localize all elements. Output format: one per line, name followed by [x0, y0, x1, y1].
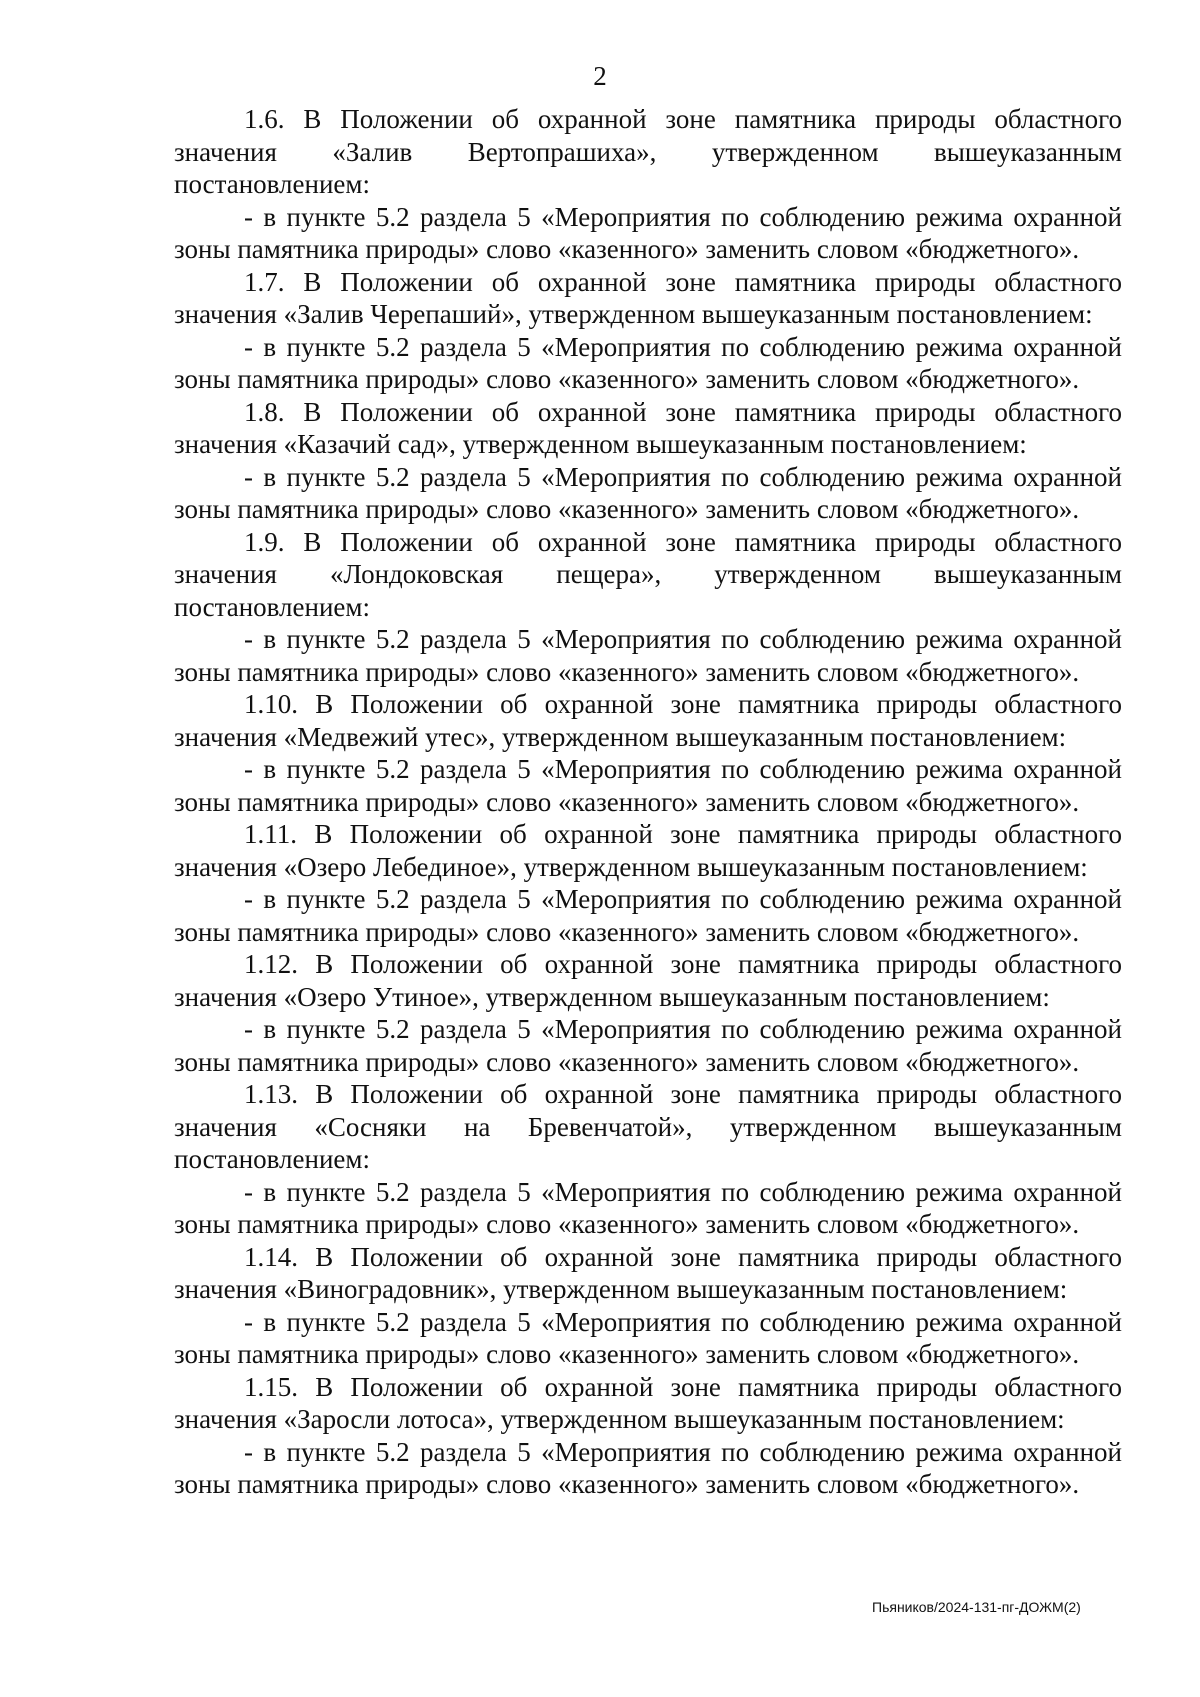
item-heading-1-11: 1.11. В Положении об охранной зоне памятника природы областного значения «Озеро Лебединое», утвержденном вышеуказанным постановлением:: [174, 819, 1122, 882]
item-amendment-1-12: - в пункте 5.2 раздела 5 «Мероприятия по соблюдению режима охранной зоны памятника природы» слово «казенного» заменить словом «бюджетного».: [174, 1014, 1122, 1077]
item-amendment-1-13: - в пункте 5.2 раздела 5 «Мероприятия по соблюдению режима охранной зоны памятника природы» слово «казенного» заменить словом «бюджетного».: [174, 1176, 1122, 1239]
item-heading-1-12: 1.12. В Положении об охранной зоне памятника природы областного значения «Озеро Утиное», утвержденном вышеуказанным постановлением:: [174, 949, 1122, 1012]
item-heading-1-9: 1.9. В Положении об охранной зоне памятника природы областного значения «Лондоковская пещера», утвержденном вышеуказанным постановлением:: [174, 526, 1122, 622]
document-registration-code: Пьяников/2024-131-пг-ДОЖМ(2): [872, 1599, 1081, 1615]
item-heading-1-6: 1.6. В Положении об охранной зоне памятника природы областного значения «Залив Вертопрашиха», утвержденном вышеуказанным постановлением:: [174, 104, 1122, 199]
document-body: [174, 103, 1122, 1501]
item-heading-1-14: 1.14. В Положении об охранной зоне памятника природы областного значения «Виноградовник», утвержденном вышеуказанным постановлением:: [174, 1241, 1122, 1304]
item-amendment-1-15: - в пункте 5.2 раздела 5 «Мероприятия по соблюдению режима охранной зоны памятника природы» слово «казенного» заменить словом «бюджетного».: [174, 1436, 1122, 1499]
item-heading-1-10: 1.10. В Положении об охранной зоне памятника природы областного значения «Медвежий утес», утвержденном вышеуказанным постановлением:: [174, 689, 1122, 752]
item-heading-1-15: 1.15. В Положении об охранной зоне памятника природы областного значения «Заросли лотоса», утвержденном вышеуказанным постановлением:: [174, 1371, 1122, 1434]
item-amendment-1-9: - в пункте 5.2 раздела 5 «Мероприятия по соблюдению режима охранной зоны памятника природы» слово «казенного» заменить словом «бюджетного».: [174, 624, 1122, 687]
page-number: 2: [593, 61, 607, 91]
item-amendment-1-14: - в пункте 5.2 раздела 5 «Мероприятия по соблюдению режима охранной зоны памятника природы» слово «казенного» заменить словом «бюджетного».: [174, 1306, 1122, 1369]
item-amendment-1-11: - в пункте 5.2 раздела 5 «Мероприятия по соблюдению режима охранной зоны памятника природы» слово «казенного» заменить словом «бюджетного».: [174, 884, 1122, 947]
item-heading-1-7: 1.7. В Положении об охранной зоне памятника природы областного значения «Залив Черепаший», утвержденном вышеуказанным постановлением:: [174, 266, 1122, 329]
item-amendment-1-8: - в пункте 5.2 раздела 5 «Мероприятия по соблюдению режима охранной зоны памятника природы» слово «казенного» заменить словом «бюджетного».: [174, 461, 1122, 524]
item-amendment-1-10: - в пункте 5.2 раздела 5 «Мероприятия по соблюдению режима охранной зоны памятника природы» слово «казенного» заменить словом «бюджетного».: [174, 754, 1122, 817]
item-amendment-1-6: - в пункте 5.2 раздела 5 «Мероприятия по соблюдению режима охранной зоны памятника природы» слово «казенного» заменить словом «бюджетного».: [174, 201, 1122, 264]
item-heading-1-13: 1.13. В Положении об охранной зоне памятника природы областного значения «Сосняки на Бревенчатой», утвержденном вышеуказанным постановлением:: [174, 1079, 1122, 1174]
item-heading-1-8: 1.8. В Положении об охранной зоне памятника природы областного значения «Казачий сад», утвержденном вышеуказанным постановлением:: [174, 396, 1122, 459]
item-amendment-1-7: - в пункте 5.2 раздела 5 «Мероприятия по соблюдению режима охранной зоны памятника природы» слово «казенного» заменить словом «бюджетного».: [174, 331, 1122, 394]
